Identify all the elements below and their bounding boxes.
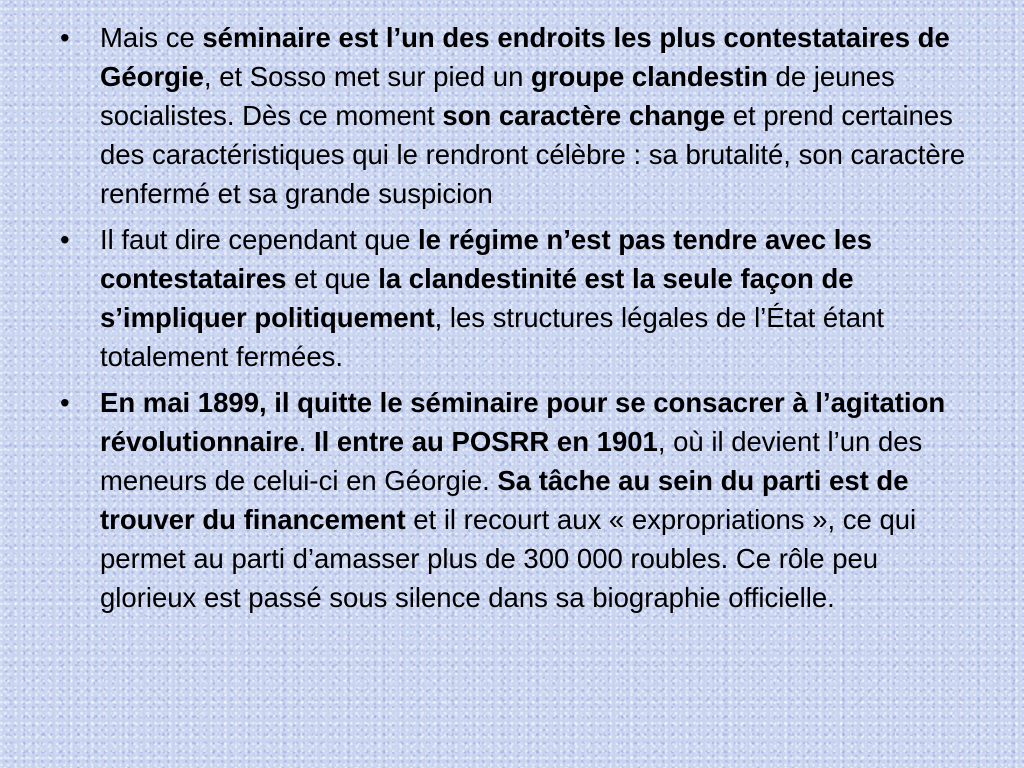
bullet-dot-icon: • (60, 387, 70, 418)
bullet-dot-icon: • (60, 224, 70, 255)
bullet-item-1899 (58, 383, 968, 617)
bullet-text-bold-segment: En mai 1899, il quitte le séminaire pour se consacrer à l’agitation révolutionnaire (100, 387, 946, 457)
bullet-list (58, 18, 968, 624)
bullet-text-bold-segment: le régime n’est pas tendre avec les contestataires (100, 224, 872, 294)
bullet-text-segment: . (298, 426, 314, 457)
bullet-text-bold-segment: groupe clandestin (531, 61, 768, 92)
bullet-text-segment: Mais ce (100, 22, 203, 53)
bullet-text-segment: et prend certaines des caractéristiques qui le rendront célèbre : sa brutalité, son caractère renfermé et sa grande suspicion (100, 100, 966, 209)
bullet-text-bold-segment: séminaire est l’un des endroits les plus contestataires de Géorgie (100, 22, 950, 92)
bullet-item-regime (58, 220, 968, 376)
bullet-text-segment: , où il devient l’un des meneurs de celui-ci en Géorgie. (100, 426, 923, 496)
bullet-item-seminaire (58, 18, 968, 213)
bullet-text-bold-segment: la clandestinité est la seule façon de s’impliquer politiquement (100, 263, 854, 333)
bullet-text-segment: de jeunes socialistes. Dès ce moment (100, 61, 895, 131)
bullet-text-segment: et que (286, 263, 379, 294)
bullet-text-segment: , et Sosso met sur pied un (203, 61, 532, 92)
bullet-text-segment: Il faut dire cependant que (100, 224, 419, 255)
bullet-dot-icon: • (60, 22, 70, 53)
bullet-text-bold-segment: son caractère change (442, 100, 726, 131)
bullet-text-segment: et il recourt aux « expropriations », ce qui permet au parti d’amasser plus de 300 000 roubles. Ce rôle peu glorieux est passé sous silence dans sa biographie officielle. (100, 504, 917, 613)
bullet-text-bold-segment: Sa tâche au sein du parti est de trouver du financement (100, 465, 909, 535)
bullet-text-bold-segment: Il entre au POSRR en 1901 (313, 426, 658, 457)
bullet-text-segment: , les structures légales de l’État étant totalement fermées. (100, 302, 885, 372)
